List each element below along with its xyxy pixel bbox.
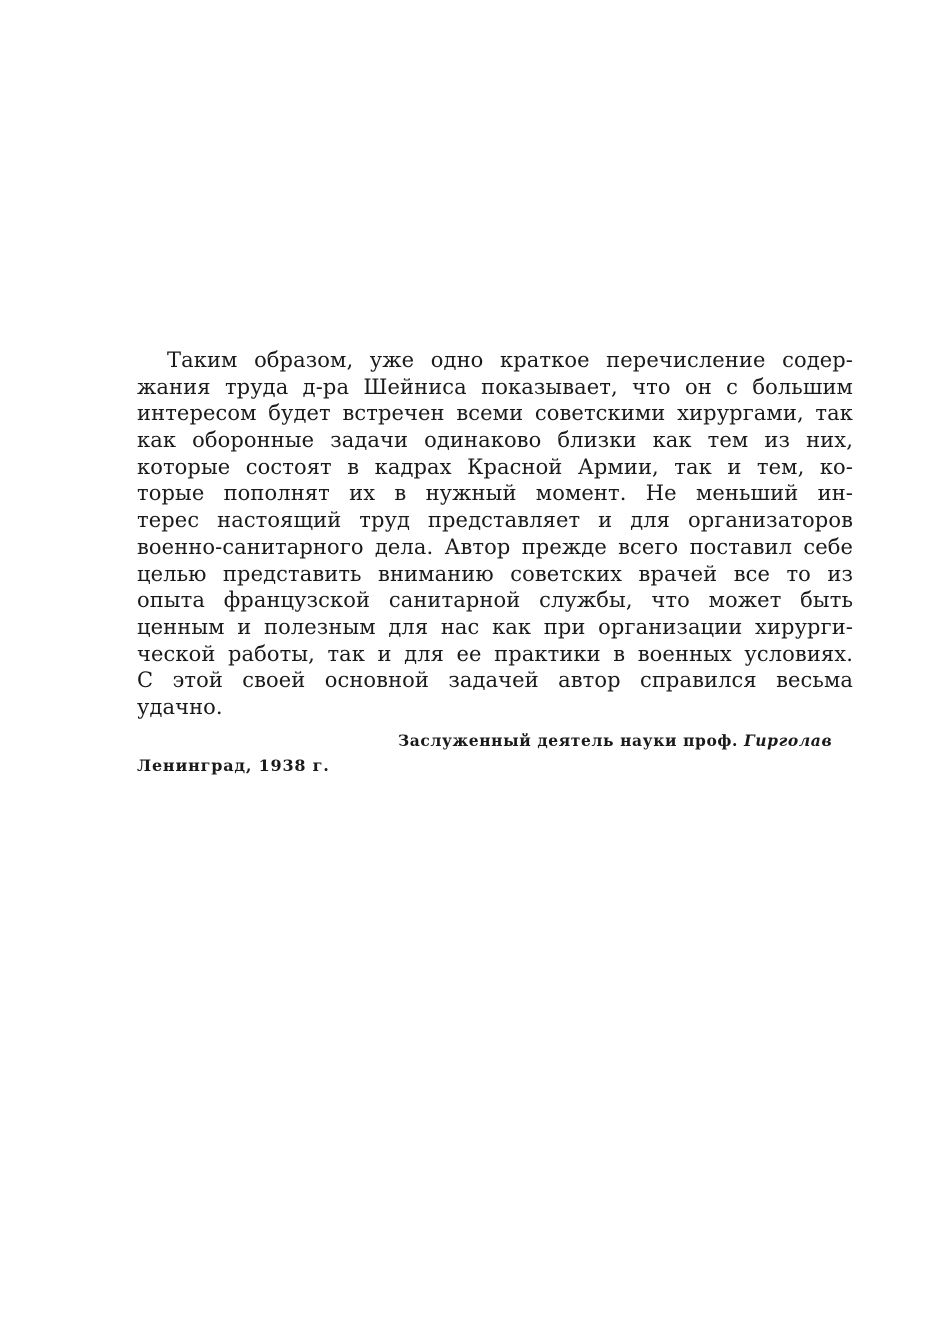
signature-author: Гирголав	[744, 731, 833, 750]
paragraph-line: которые состоят в кадрах Красной Армии, так и тем, ко-	[137, 454, 853, 479]
paragraph-line: целью представить вниманию советских врачей все то из	[137, 561, 853, 586]
paragraph-line: терес настоящий труд представляет и для организаторов	[137, 508, 853, 533]
paragraph-line: ческой работы, так и для ее практики в военных условиях.	[137, 641, 853, 666]
paragraph-line: торые пополнят их в нужный момент. Не меньший ин-	[137, 481, 853, 506]
paragraph-line: военно-санитарного дела. Автор прежде всего поставил себе	[137, 534, 853, 559]
paragraph-line: удачно.	[137, 694, 223, 719]
body-paragraph	[137, 347, 853, 721]
paragraph-line: ценным и полезным для нас как при организации хирурги-	[137, 614, 853, 639]
signature-title: Заслуженный деятель науки проф.	[398, 731, 738, 750]
paragraph-line: С этой своей основной задачей автор справился весьма	[137, 668, 853, 693]
place-date: Ленинград, 1938 г.	[137, 756, 330, 775]
paragraph-line: опыта французской санитарной службы, что может быть	[137, 588, 853, 613]
paragraph-line: интересом будет встречен всеми советскими хирургами, так	[137, 401, 853, 426]
paragraph-line: жания труда д-ра Шейниса показывает, что он с большим	[137, 374, 853, 399]
paragraph-line: как оборонные задачи одинаково близки как тем из них,	[137, 428, 853, 453]
paragraph-line: Таким образом, уже одно краткое перечисление содер-	[167, 348, 853, 372]
signature-line	[398, 730, 848, 752]
